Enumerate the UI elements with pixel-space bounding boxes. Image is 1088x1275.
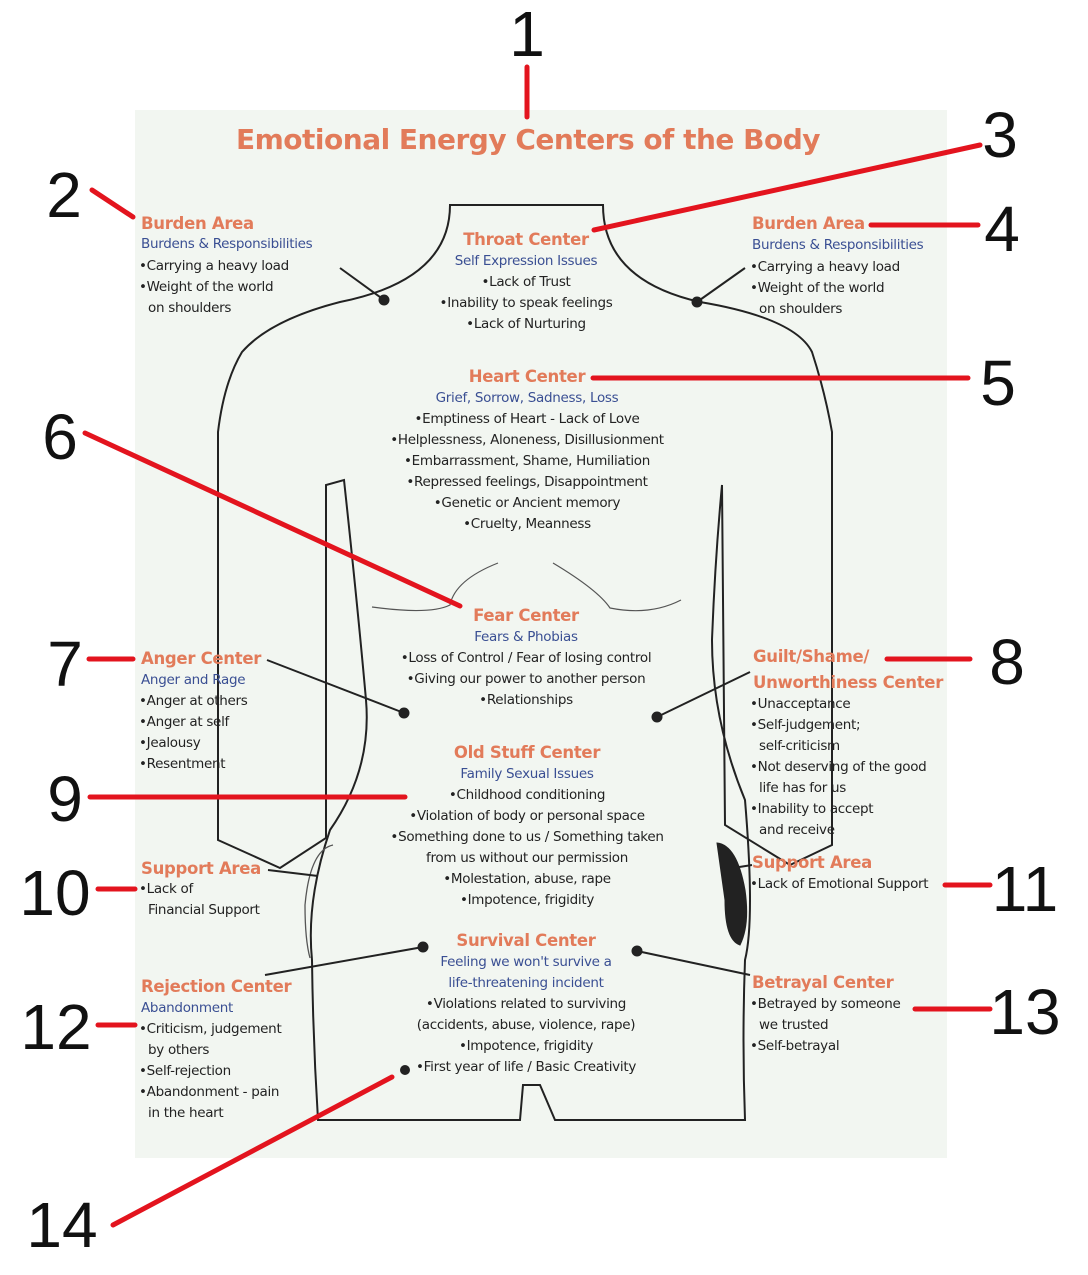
guilt-center-item: life has for us bbox=[759, 780, 846, 796]
pointer-rejection bbox=[265, 947, 423, 975]
old-stuff-center-subheading: Family Sexual Issues bbox=[460, 766, 594, 782]
rejection-center-item: •Self-rejection bbox=[139, 1063, 231, 1079]
old-stuff-center-heading: Old Stuff Center bbox=[453, 743, 601, 762]
chest-line-left bbox=[372, 563, 498, 611]
support-right-heading: Support Area bbox=[752, 853, 872, 872]
anger-center-item: •Anger at others bbox=[139, 693, 248, 709]
throat-center-heading: Throat Center bbox=[463, 230, 589, 249]
pointer-burden-right bbox=[697, 268, 745, 302]
callout-number-3: 3 bbox=[982, 99, 1018, 171]
burden-left-item: •Weight of the world bbox=[139, 279, 274, 295]
support-right-item: •Lack of Emotional Support bbox=[750, 876, 929, 892]
heart-center-item: •Embarrassment, Shame, Humiliation bbox=[403, 453, 651, 469]
old-stuff-center-item: •Impotence, frigidity bbox=[459, 892, 595, 908]
callout-number-2: 2 bbox=[46, 159, 82, 231]
callout-line-2 bbox=[92, 190, 133, 217]
burden-right-heading: Burden Area bbox=[752, 214, 865, 233]
guilt-center-item: •Inability to accept bbox=[750, 801, 874, 817]
throat-center-subheading: Self Expression Issues bbox=[454, 253, 598, 269]
right-hand-shape bbox=[717, 843, 747, 945]
anger-center-subheading: Anger and Rage bbox=[141, 672, 246, 688]
callout-number-11: 11 bbox=[991, 853, 1059, 925]
callout-number-9: 9 bbox=[47, 763, 83, 835]
dot-betrayal bbox=[633, 947, 642, 956]
guilt-center-item: and receive bbox=[759, 822, 835, 838]
pointer-anger bbox=[267, 660, 404, 713]
rejection-center-item: by others bbox=[148, 1042, 210, 1058]
dot-burden-right bbox=[693, 298, 702, 307]
dot-burden-left bbox=[380, 296, 389, 305]
throat-center-item: •Inability to speak feelings bbox=[439, 295, 613, 311]
burden-right-item: •Weight of the world bbox=[750, 280, 885, 296]
guilt-center-heading: Guilt/Shame/ bbox=[753, 647, 870, 666]
burden-left-item: on shoulders bbox=[148, 300, 232, 316]
guilt-center-item: •Unacceptance bbox=[750, 696, 851, 712]
survival-center-heading: Survival Center bbox=[456, 931, 596, 950]
support-left-item: Financial Support bbox=[148, 902, 260, 918]
old-stuff-center-item: •Violation of body or personal space bbox=[409, 808, 645, 824]
old-stuff-center-item: •Molestation, abuse, rape bbox=[443, 871, 611, 887]
guilt-center-item: •Self-judgement; bbox=[750, 717, 861, 733]
support-left-item: •Lack of bbox=[139, 881, 193, 897]
rejection-center-item: in the heart bbox=[148, 1105, 224, 1121]
survival-center-item: •First year of life / Basic Creativity bbox=[415, 1059, 637, 1075]
survival-center-subheading-line2: life-threatening incident bbox=[448, 975, 604, 991]
heart-center-heading: Heart Center bbox=[468, 367, 586, 386]
betrayal-center-item: we trusted bbox=[759, 1017, 829, 1033]
callout-number-13: 13 bbox=[989, 976, 1061, 1048]
heart-center-subheading: Grief, Sorrow, Sadness, Loss bbox=[435, 390, 619, 406]
guilt-center-heading-line2: Unworthiness Center bbox=[753, 673, 944, 692]
anger-center-item: •Resentment bbox=[139, 756, 226, 772]
callout-number-5: 5 bbox=[980, 347, 1016, 419]
heart-center-item: •Genetic or Ancient memory bbox=[433, 495, 621, 511]
callout-number-14: 14 bbox=[26, 1189, 98, 1261]
heart-center-item: •Cruelty, Meanness bbox=[463, 516, 591, 532]
burden-right-subheading: Burdens & Responsibilities bbox=[752, 237, 924, 253]
pointer-guilt bbox=[657, 672, 750, 717]
rejection-center-item: •Criticism, judgement bbox=[139, 1021, 282, 1037]
callout-number-10: 10 bbox=[19, 857, 91, 929]
old-stuff-center-item: from us without our permission bbox=[425, 850, 629, 866]
old-stuff-center-item: •Something done to us / Something taken bbox=[390, 829, 664, 845]
anger-center-heading: Anger Center bbox=[141, 649, 262, 668]
burden-left-heading: Burden Area bbox=[141, 214, 254, 233]
callout-number-1: 1 bbox=[509, 0, 545, 70]
callout-number-12: 12 bbox=[20, 991, 92, 1063]
callout-number-4: 4 bbox=[984, 193, 1020, 265]
dot-guilt bbox=[653, 713, 662, 722]
diagram-title: Emotional Energy Centers of the Body bbox=[236, 123, 820, 156]
heart-center-item: •Helplessness, Aloneness, Disillusionment bbox=[390, 432, 664, 448]
burden-left-item: •Carrying a heavy load bbox=[139, 258, 289, 274]
callout-number-8: 8 bbox=[989, 626, 1025, 698]
burden-right-item: on shoulders bbox=[759, 301, 843, 317]
rejection-center-subheading: Abandonment bbox=[141, 1000, 234, 1016]
guilt-center-item: self-criticism bbox=[759, 738, 840, 754]
anger-center-item: •Anger at self bbox=[139, 714, 229, 730]
fear-center-item: •Loss of Control / Fear of losing control bbox=[400, 650, 652, 666]
fear-center-item: •Giving our power to another person bbox=[406, 671, 646, 687]
survival-center-item: •Violations related to surviving bbox=[425, 996, 627, 1012]
pointer-burden-left bbox=[340, 268, 384, 300]
dot-first-year bbox=[401, 1066, 409, 1074]
anger-center-item: •Jealousy bbox=[139, 735, 201, 751]
survival-center-item: (accidents, abuse, violence, rape) bbox=[416, 1017, 636, 1033]
fear-center-subheading: Fears & Phobias bbox=[474, 629, 578, 645]
survival-center-item: •Impotence, frigidity bbox=[458, 1038, 594, 1054]
dot-rejection bbox=[419, 943, 428, 952]
betrayal-center-item: •Betrayed by someone bbox=[750, 996, 901, 1012]
callout-number-7: 7 bbox=[47, 628, 83, 700]
burden-left-subheading: Burdens & Responsibilities bbox=[141, 236, 313, 252]
betrayal-center-item: •Self-betrayal bbox=[750, 1038, 840, 1054]
old-stuff-center-item: •Childhood conditioning bbox=[448, 787, 606, 803]
burden-right-item: •Carrying a heavy load bbox=[750, 259, 900, 275]
heart-center-item: •Emptiness of Heart - Lack of Love bbox=[414, 411, 640, 427]
left-hand-outline bbox=[305, 845, 333, 958]
survival-center-subheading: Feeling we won't survive a bbox=[440, 954, 612, 970]
guilt-center-item: •Not deserving of the good bbox=[750, 759, 927, 775]
throat-center-item: •Lack of Nurturing bbox=[466, 316, 586, 332]
callout-number-6: 6 bbox=[42, 401, 78, 473]
rejection-center-heading: Rejection Center bbox=[141, 977, 292, 996]
betrayal-center-heading: Betrayal Center bbox=[752, 973, 894, 992]
fear-center-item: •Relationships bbox=[479, 692, 573, 708]
rejection-center-item: •Abandonment - pain bbox=[139, 1084, 280, 1100]
pointer-betrayal bbox=[637, 951, 750, 975]
chest-line-right bbox=[553, 563, 681, 611]
dot-anger bbox=[400, 709, 409, 718]
throat-center-item: •Lack of Trust bbox=[481, 274, 571, 290]
support-left-heading: Support Area bbox=[141, 859, 261, 878]
heart-center-item: •Repressed feelings, Disappointment bbox=[406, 474, 648, 490]
fear-center-heading: Fear Center bbox=[473, 606, 579, 625]
